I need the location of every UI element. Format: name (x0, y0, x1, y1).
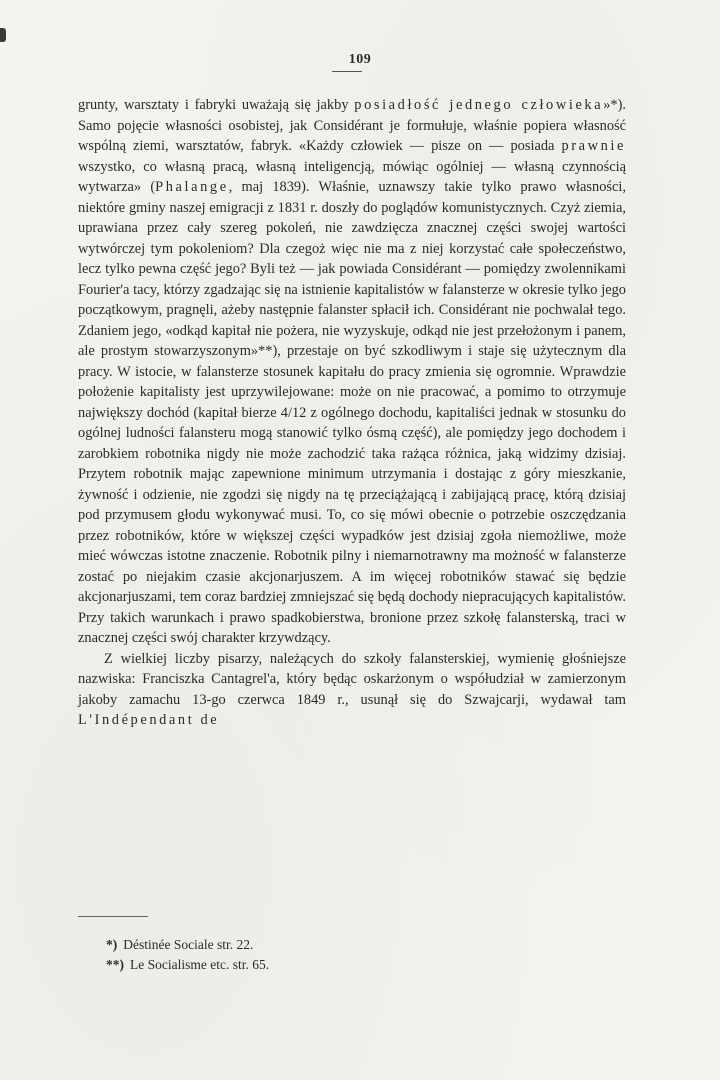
text-segment: wszystko, co własną pracą, własną inteligencją, mówiąc ogólniej — własną czynnością wytwarza» ( (78, 158, 626, 195)
footnotes (106, 935, 506, 975)
footnote-mark: **) (106, 957, 124, 972)
page-number: 109 (348, 52, 372, 67)
text-segment: Z wielkiej liczby pisarzy, należących do szkoły falansterskiej, wymienię głośniejsze nazwiska: Franciszka Cantagrel'a, który będąc oskarżonym o współudział w zamierzonym jakoby zamachu 13-go czerwca 1849 r., usunął się do Szwajcarji, wydawał tam (78, 650, 626, 708)
body-text (78, 95, 626, 731)
page-edge-mark (0, 28, 6, 42)
spaced-text-segment: prawnie (561, 138, 626, 154)
paragraph-1 (78, 95, 626, 649)
footnote-2 (106, 955, 506, 975)
footnote-1 (106, 935, 506, 955)
text-segment: , maj 1839). Właśnie, uznawszy takie tylko prawo własności, niektóre gminy naszej emigracji z 1831 r. doszły do poglądów komunistycznych. Czyż ziemia, uprawiana przez cały szereg pokoleń, nie zawdzięcza znacznej części swojej wartości wytwórczej tym pokoleniom? Dla czegoż więc nie ma z niej korzystać całe społeczeństwo, lecz tylko pewna część jego? Byli też — jak powiada Considérant — pomiędzy zwolennikami Fourier'a tacy, którzy zgadzając się na istnienie kapitalistów w falansterze w okresie tylko jego początkowym, pragnęli, ażeby następnie falanster spłacił ich. Considérant nie pochwalał tego. Zdaniem jego, «odkąd kapitał nie pożera, nie wyzyskuje, odkąd nie jest przełożonym i panem, ale prostym stowarzyszonym»**), przestaje on być szkodliwym i staje się użytecznym dla pracy. W istocie, w falansterze stosunek kapitału do pracy zmienia się ogromnie. Wprawdzie położenie kapitalisty jest uprzywilejowane: może on nie pracować, a pomimo to otrzymuje największy dochód (kapitał bierze 4/12 z ogólnego dochodu, kapitaliści jednak w stosunku do ogólnej ludności falansteru mogą stanowić tylko ósmą część), ale pomiędzy jego dochodem i zarobkiem robotnika nigdy nie może zachodzić taka rażąca różnica, jaką widzimy dzisiaj. Przytem robotnik mając zapewnione minimum utrzymania i dostając z góry mieszkanie, żywność i odzienie, nie zgodzi się nigdy na tę przeciążającą i zabijającą pracę, którą dzisiaj pod przymusem głodu wykonywać musi. To, co się mówi obecnie o potrzebie oszczędzania przez robotników, które w większej części wypadków jest dzisiaj zgoła niemożliwe, może mieć wówczas istotne znaczenie. Robotnik pilny i niemarnotrawny ma możność w falansterze zostać po niejakim czasie akcjonarjuszem. A im więcej robotników stawać się będzie akcjonarjuszami, tem coraz bardziej zmniejszać się będą dochody niepracujących kapitalistów. Przy takich warunkach i prawo spadkobierstwa, bronione przez szkołę falansterską, traci w znacznej części swój charakter krzywdzący. (78, 179, 626, 646)
footnote-separator (78, 916, 148, 917)
footnote-mark: *) (106, 937, 118, 952)
footnote-text: Déstinée Sociale str. 22. (123, 937, 254, 952)
spaced-text-segment: Phalange (155, 179, 229, 195)
footnote-text: Le Socialisme etc. str. 65. (130, 957, 270, 972)
paragraph-2 (78, 649, 626, 731)
text-segment: »*). Samo pojęcie własności osobistej, jak Considérant je formułuje, właśnie popiera własność wspólną ziemi, warsztatów, fabryk. «Każdy człowiek — pisze on — posiada (78, 97, 626, 154)
page-number-rule (332, 71, 362, 72)
text-segment: grunty, warsztaty i fabryki uważają się jakby (78, 97, 355, 113)
spaced-text-segment: posiadłość jednego człowieka (354, 97, 604, 113)
spaced-text-segment: L'Indépendant de (78, 712, 220, 728)
